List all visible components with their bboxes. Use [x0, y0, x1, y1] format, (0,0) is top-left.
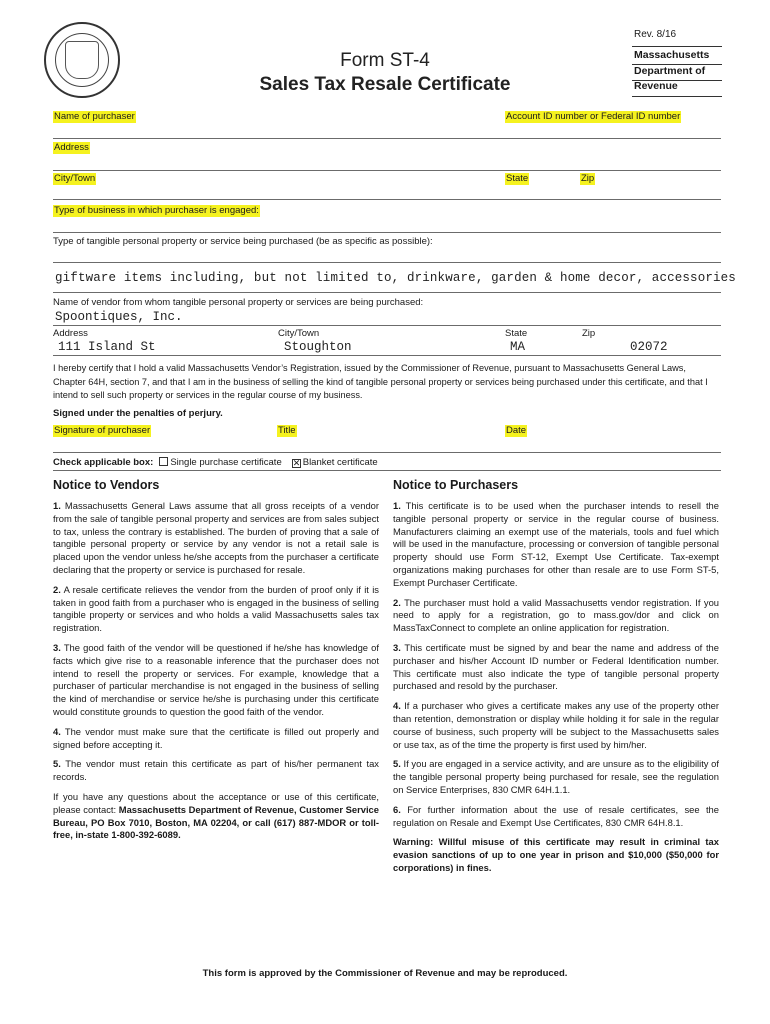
vendor-notice-item: 4. The vendor must make sure that the certificate is filled out properly and signed before accepting it. — [53, 725, 379, 750]
purchaser-state-label: State — [506, 173, 529, 184]
vendor-zip-value[interactable]: 02072 — [630, 340, 668, 354]
purchaser-notice-item: 4. If a purchaser who gives a certificate makes any use of the property other than retention, demonstration or display while holding it for sale in the regular course of business, such property will be subject to the Massachusetts sales or use tax, as of the time the property is first used by him/her. — [393, 700, 719, 750]
purchaser-notice-item: 1. This certificate is to be used when the purchaser intends to resell the tangible personal property or service in the regular course of business. Manufacturers claiming an exempt use of the materials, tools and fuel which will be used in the manufacture, processing or conversion of tangible personal property should use Form ST-12, Exempt Use Certificate. Tax-exempt organizations making purchases for other than resale are to use Form ST-5, Exempt Purchaser Certificate. — [393, 500, 719, 588]
vendor-contact-info: If you have any questions about the acceptance or use of this certificate, please contact: Massachusetts Department of Revenue, Customer Service Bureau, PO Box 7010, Boston, MA 02204, or call (617) 887-MDOR or toll-free, in-state 1-800-392-6089. — [53, 790, 379, 841]
vendor-state-value[interactable]: MA — [510, 340, 526, 354]
business-type-label: Type of business in which purchaser is engaged: — [54, 205, 259, 216]
check-box-label: Check applicable box: — [53, 457, 154, 468]
blanket-certificate-label: Blanket certificate — [302, 457, 378, 468]
vendor-state-label: State — [505, 328, 528, 339]
purchaser-address-label: Address — [54, 142, 89, 153]
vendors-notice-heading: Notice to Vendors — [53, 478, 160, 492]
purchaser-name-label: Name of purchaser — [54, 111, 135, 122]
account-id-label: Account ID number or Federal ID number — [506, 111, 681, 122]
address-field-line[interactable] — [53, 170, 721, 171]
blanket-certificate-checkbox[interactable]: ✕ — [292, 458, 301, 468]
check-applicable-row — [53, 457, 378, 469]
date-label: Date — [506, 425, 527, 436]
dept-line-3: Revenue — [634, 80, 678, 92]
vendor-notice-item: 1. Massachusetts General Laws assume that all gross receipts of a vendor from the sale of tangible personal property and services are from sales subject to tax, unless the contrary is established. The burden of proving that a sale of tangible personal property or service by any vendor is not a retail sale is placed upon the vendor unless he/she accepts from the purchaser a certificate declaring that the property or service is purchased for resale. — [53, 500, 379, 575]
vendor-address-label: Address — [53, 328, 88, 339]
vendor-notice-item: 2. A resale certificate relieves the vendor from the burden of proof only if it is taken in good faith from a purchaser who is engaged in the business of selling tangible property or services and who holds a valid Massachusetts sales tax registration. — [53, 583, 379, 634]
single-purchase-label: Single purchase certificate — [170, 457, 282, 468]
property-type-label: Type of tangible personal property or service being purchased (be as specific as possible): — [53, 236, 433, 247]
misuse-warning: Warning: Willful misuse of this certificate may result in criminal tax evasion sanctions of up to one year in prison and $10,000 ($50,000 for corporations) in fines. — [393, 836, 719, 873]
footer-approval: This form is approved by the Commissioner of Revenue and may be reproduced. — [202, 968, 568, 979]
purchaser-zip-label: Zip — [581, 173, 595, 184]
purchasers-notice — [393, 478, 719, 882]
vendor-city-label: City/Town — [278, 328, 320, 339]
dept-line-2: Department of — [634, 65, 706, 77]
revision-date: Rev. 8/16 — [634, 29, 677, 40]
vendor-zip-label: Zip — [582, 328, 596, 339]
dept-line-1: Massachusetts — [634, 49, 710, 61]
vendor-city-value[interactable]: Stoughton — [284, 340, 352, 354]
vendor-name-label: Name of vendor from whom tangible personal property or services are being purchased: — [53, 297, 424, 308]
vendor-address-value[interactable]: 111 Island St — [58, 340, 156, 354]
single-purchase-checkbox[interactable] — [159, 457, 168, 466]
purchaser-city-label: City/Town — [54, 173, 96, 184]
certification-statement: I hereby certify that I hold a valid Massachusetts Vendor’s Registration, issued by the Commissioner of Revenue, pursuant to Massachusetts General Laws, Chapter 64H, section 7, and that I am in the business of selling the kind of tangible personal property or services being purchased under this certificate, and that I intend to sell such property or services in the regular course of my business. — [53, 363, 708, 400]
purchaser-notice-item: 5. If you are engaged in a service activity, and are unsure as to the eligibility of the tangible personal property being purchased for resale, see the regulation on Service Enterprises, 830 CMR 64H.1.1. — [393, 758, 719, 795]
purchaser-notice-item: 6. For further information about the use of resale certificates, see the regulation on Resale and Exempt Use Certificates, 830 CMR 64H.8.1. — [393, 803, 719, 828]
title-label: Title — [278, 425, 296, 436]
signature-field-line[interactable] — [53, 452, 721, 453]
form-title: Sales Tax Resale Certificate — [259, 74, 511, 95]
perjury-statement: Signed under the penalties of perjury. — [53, 408, 223, 419]
business-field-line[interactable] — [53, 232, 721, 233]
purchaser-notice-item: 2. The purchaser must hold a valid Massachusetts vendor registration. If you need to apply for a registration, go to mass.gov/dor and click on MassTaxConnect to complete an online application for registration. — [393, 596, 719, 634]
property-type-value[interactable]: giftware items including, but not limited to, drinkware, garden & home decor, accessories — [55, 271, 736, 285]
purchasers-notice-heading: Notice to Purchasers — [393, 478, 519, 492]
vendor-notice-item: 5. The vendor must retain this certificate as part of his/her permanent tax records. — [53, 758, 379, 783]
purchaser-notice-item: 3. This certificate must be signed by and bear the name and address of the purchaser and his/her Account ID number or Federal Identification number. This certificate must also indicate the type of tangible personal property purchased and resold by the purchaser. — [393, 641, 719, 692]
department-seal — [44, 22, 120, 98]
vendor-notice-item: 3. The good faith of the vendor will be questioned if he/she has knowledge of facts which give rise to a reasonable inference that the purchaser does not intend to resell the property or services. For example, knowledge that a purchaser of particular merchandise is not engaged in the business of selling the kind of merchandise or service he/she is purchasing under this certificate would constitute grounds to question the good faith of the vendor. — [53, 641, 379, 717]
signature-label: Signature of purchaser — [54, 425, 151, 436]
seal-shield-icon — [65, 41, 99, 79]
name-field-line[interactable] — [53, 138, 721, 139]
form-number: Form ST-4 — [340, 50, 430, 71]
city-field-line[interactable] — [53, 199, 721, 200]
vendors-notice — [53, 478, 379, 849]
vendor-name-value[interactable]: Spoontiques, Inc. — [55, 310, 183, 324]
